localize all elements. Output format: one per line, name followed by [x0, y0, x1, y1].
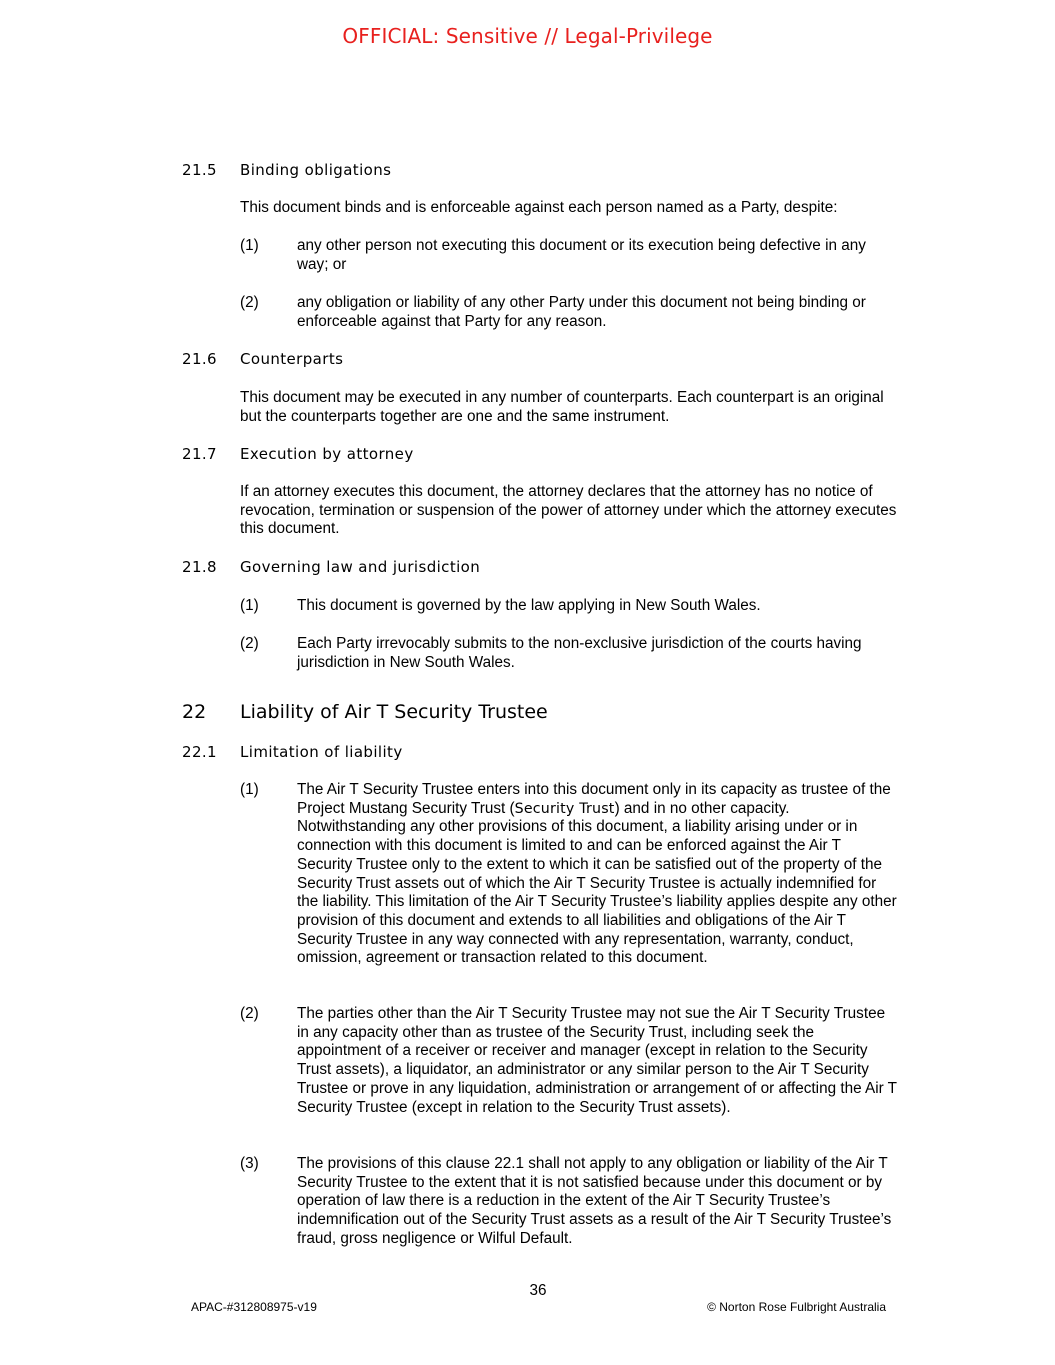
list-item-label: (2): [240, 635, 259, 652]
list-item-label: (2): [240, 294, 259, 311]
section-number: 22: [182, 701, 207, 723]
section-title: Limitation of liability: [240, 743, 403, 761]
section-number: 21.7: [182, 445, 217, 463]
text-segment: ) and in no other capacity. Notwithstanding any other provisions of this document, a liability arising under or in connection with this document is limited to and can be enforced against the Air T Security Trustee only to the extent to which it can be satisfied out of the property of the Security Trust assets out of which the Air T Security Trustee is actually indemnified for the liability. This limitation of the Air T Security Trustee’s liability applies despite any other provision of this document and extends to all liabilities and obligations of the Air T Security Trustee in any way connected with any representation, warranty, conduct, omission, agreement or transaction related to this document.: [297, 799, 897, 967]
section-title: Execution by attorney: [240, 445, 414, 463]
list-item-label: (3): [240, 1155, 259, 1172]
section-number: 22.1: [182, 743, 217, 761]
section-21-6-body: This document may be executed in any number of counterparts. Each counterpart is an original but the counterparts together are one and the same instrument.: [240, 389, 884, 425]
list-item-label: (2): [240, 1005, 259, 1022]
list-item-label: (1): [240, 237, 259, 254]
document-reference: APAC-#312808975-v19: [191, 1300, 317, 1314]
section-title: Counterparts: [240, 350, 344, 368]
list-item-text: The parties other than the Air T Security Trustee may not sue the Air T Security Trustee in any capacity other than as trustee of the Security Trust, including seek the appointment of a receiver or receiver and manager (except in relation to the Security Trust assets), a liquidator, an administrator or any similar person to the Air T Security Trustee or prove in any liquidation, administration or arrangement of or affecting the Air T Security Trustee (except in relation to the Security Trust assets).: [297, 1005, 897, 1116]
list-item-text: Each Party irrevocably submits to the non-exclusive jurisdiction of the courts having jurisdiction in New South Wales.: [297, 635, 862, 671]
list-item-label: (1): [240, 781, 259, 798]
list-item-text: The provisions of this clause 22.1 shall not apply to any obligation or liability of the Air T Security Trustee to the extent that it is not satisfied because under this document or by operation of law there is a reduction in the extent of the Air T Security Trustee’s indemnification out of the Security Trust assets as a result of the Air T Security Trustee’s fraud, gross negligence or Wilful Default.: [297, 1155, 892, 1247]
defined-term: Security Trust: [514, 800, 615, 817]
section-21-5-intro: This document binds and is enforceable against each person named as a Party, despite:: [240, 199, 838, 216]
classification-banner: OFFICIAL: Sensitive // Legal-Privilege: [342, 24, 713, 48]
section-title: Governing law and jurisdiction: [240, 558, 481, 576]
section-title: Binding obligations: [240, 161, 392, 179]
list-item-label: (1): [240, 597, 259, 614]
section-number: 21.6: [182, 350, 217, 368]
list-item-text: any other person not executing this document or its execution being defective in any way; or: [297, 237, 866, 273]
list-item-text: This document is governed by the law applying in New South Wales.: [297, 597, 761, 614]
page-number: 36: [529, 1282, 547, 1299]
section-number: 21.5: [182, 161, 217, 179]
list-item-text: any obligation or liability of any other Party under this document not being binding or enforceable against that Party for any reason.: [297, 294, 866, 330]
copyright-notice: © Norton Rose Fulbright Australia: [707, 1300, 886, 1314]
text-segment: The Air T Security Trustee enters into this document only in its capacity as trustee of the Project Mustang Security Trust (: [297, 781, 891, 817]
section-21-7-body: If an attorney executes this document, the attorney declares that the attorney has no notice of revocation, termination or suspension of the power of attorney under which the attorney executes this document.: [240, 483, 897, 538]
section-title: Liability of Air T Security Trustee: [240, 701, 548, 723]
section-number: 21.8: [182, 558, 217, 576]
list-item-text: [297, 781, 897, 968]
